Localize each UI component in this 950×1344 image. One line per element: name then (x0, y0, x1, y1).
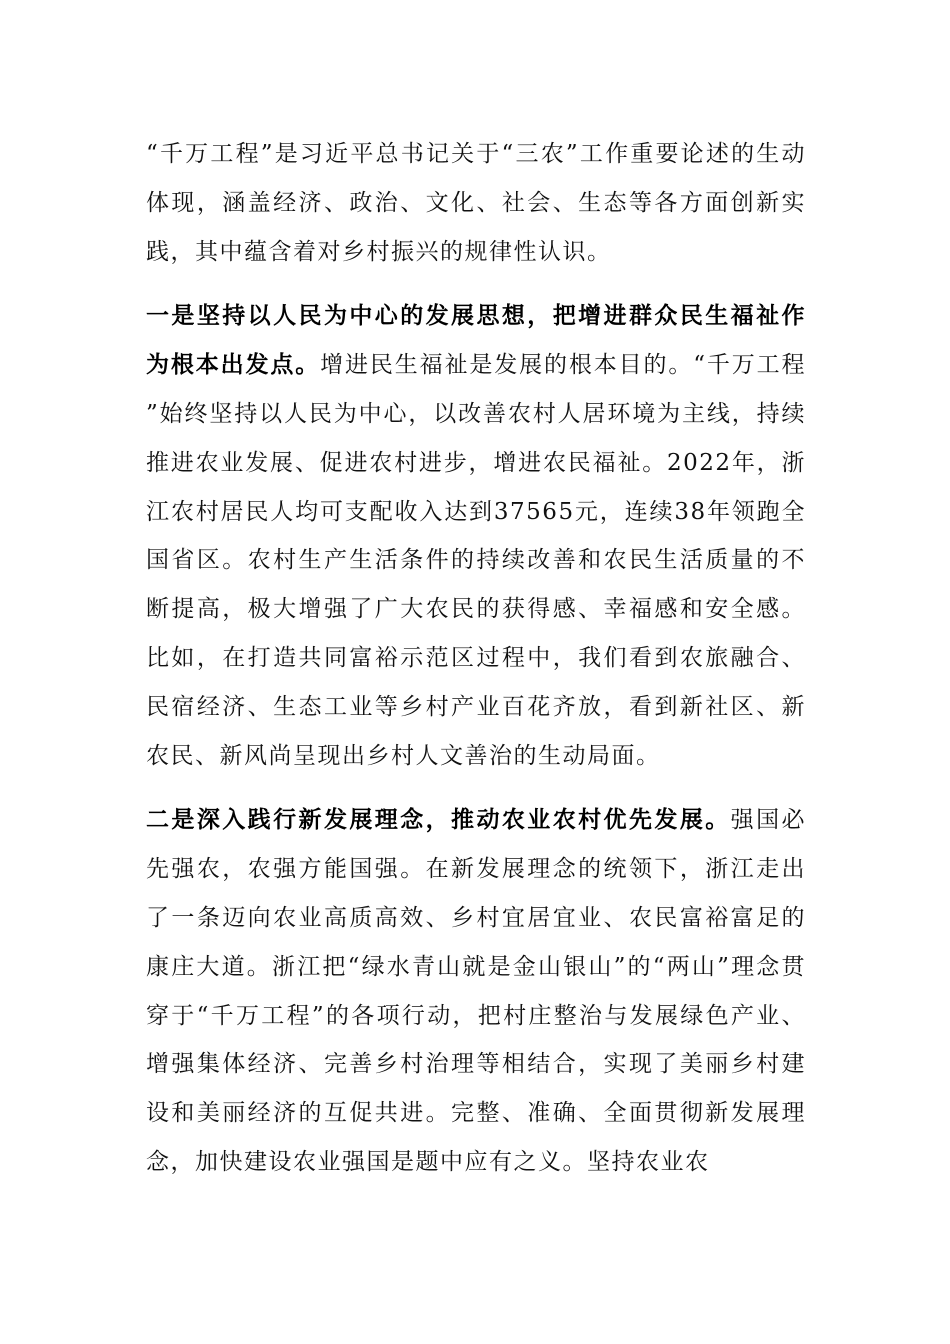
paragraph-point-two-heading: 二是深入践行新发展理念，推动农业农村优先发展。 (146, 806, 731, 834)
paragraph-point-two-text: 强国必先强农，农强方能国强。在新发展理念的统领下，浙江走出了一条迈向农业高质高效、乡村宜居宜业、农民富裕富足的康庄大道。浙江把“绿水青山就是金山银山”的“两山”理念贯穿于“千万工程”的各项行动，把村庄整治与发展绿色产业、增强集体经济、完善乡村治理等相结合，实现了美丽乡村建设和美丽经济的互促共进。完整、准确、全面贯彻新发展理念，加快建设农业强国是题中应有之义。坚持农业农 (146, 807, 807, 1175)
paragraph-point-two (146, 796, 806, 1186)
paragraph-intro (146, 130, 806, 276)
paragraph-point-one-text: 增进民生福祉是发展的根本目的。“千万工程”始终坚持以人民为中心，以改善农村人居环境为主线，持续推进农业发展、促进农村进步，增进农民福祉。2022年，浙江农村居民人均可支配收入达到37565元，连续38年领跑全国省区。农村生产生活条件的持续改善和农民生活质量的不断提高，极大增强了广大农民的获得感、幸福感和安全感。比如，在打造共同富裕示范区过程中，我们看到农旅融合、民宿经济、生态工业等乡村产业百花齐放，看到新社区、新农民、新风尚呈现出乡村人文善治的生动局面。 (146, 352, 806, 769)
document-body (146, 130, 806, 1187)
paragraph-point-one (146, 292, 806, 780)
paragraph-intro-text: “千万工程”是习近平总书记关于“三农”工作重要论述的生动体现，涵盖经济、政治、文化、社会、生态等各方面创新实践，其中蕴含着对乡村振兴的规律性认识。 (146, 141, 806, 265)
paragraph-point-one-heading: 一是坚持以人民为中心的发展思想，把增进群众民生福祉作为根本出发点。 (146, 302, 806, 379)
